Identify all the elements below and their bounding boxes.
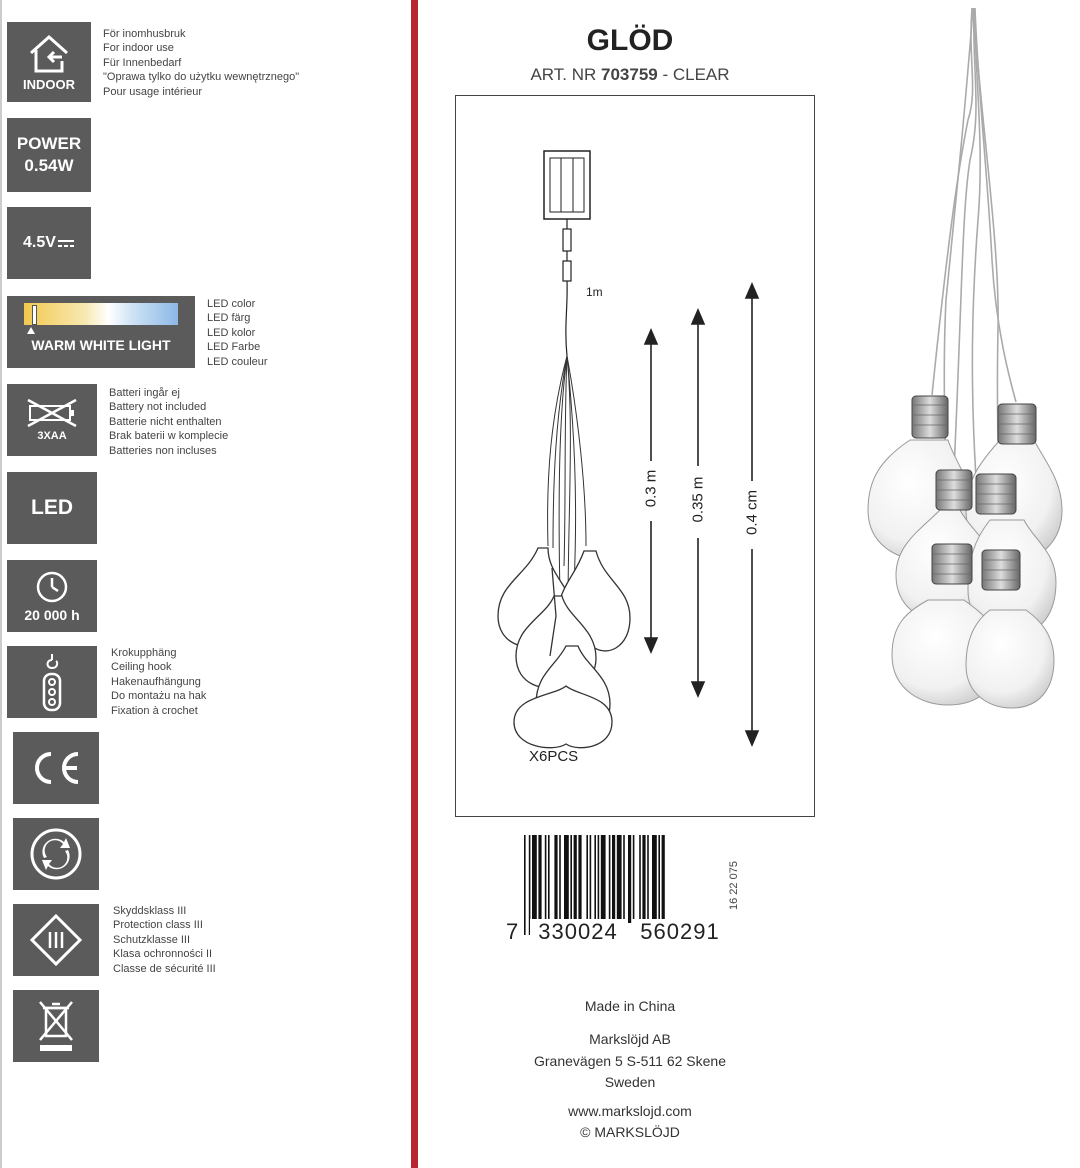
protection-class-badge (13, 904, 99, 976)
barcode-bar (538, 835, 541, 923)
quantity-label: X6PCS (529, 748, 579, 765)
power-badge (7, 118, 91, 192)
protection-class-iii-icon (28, 912, 84, 968)
voltage-badge (7, 207, 91, 279)
barcode-bar (564, 835, 569, 923)
product-photo (850, 0, 1080, 720)
power-value: 0.54W (24, 156, 74, 175)
battery-line: Batterie nicht enthalten (109, 415, 222, 428)
lifetime-badge (7, 560, 97, 632)
dimension-0-35m: 0.35 m (689, 476, 707, 523)
barcode-bar (647, 835, 649, 923)
indoor-icon (7, 22, 91, 102)
glass-bulb-cluster-image (850, 0, 1080, 720)
ce-mark-badge (13, 732, 99, 804)
dc-symbol-icon (57, 238, 75, 248)
hook-line: Ceiling hook (111, 661, 172, 674)
ceiling-hook-icon (32, 650, 72, 714)
led-color-line: LED färg (207, 312, 251, 325)
barcode-group-1: 330024 (530, 919, 626, 945)
ceiling-hook-badge (7, 646, 97, 718)
origin-text: Made in China (584, 998, 676, 1014)
no-battery-icon (24, 398, 80, 428)
crossed-bin-icon (34, 998, 78, 1054)
barcode-bar (633, 835, 635, 923)
barcode-bar (652, 835, 657, 923)
led-color-text (207, 297, 268, 369)
battery-line: Battery not included (109, 401, 207, 414)
red-fold-stripe (411, 0, 418, 1168)
color-temperature-gradient (24, 303, 178, 325)
barcode-bar (623, 835, 625, 923)
battery-text (109, 386, 228, 458)
barcode-bar (574, 835, 577, 923)
article-number (470, 65, 790, 85)
hook-line: Hakenaufhängung (111, 675, 201, 688)
protection-line: Klasa ochronności II (113, 948, 213, 961)
hook-line: Fixation à crochet (111, 704, 198, 717)
barcode-group-2: 560291 (632, 919, 728, 945)
article-suffix: - CLEAR (657, 65, 730, 84)
cable-length-label: 1m (586, 285, 603, 299)
dimension-0-4cm: 0.4 cm (743, 490, 761, 536)
protection-line: Skyddsklass III (113, 905, 187, 917)
protection-text (113, 904, 216, 976)
dimension-arrows (456, 96, 814, 816)
led-label: LED (31, 496, 73, 519)
barcode-bar (586, 835, 588, 923)
marker-arrow-icon (27, 327, 35, 334)
indoor-text-line: "Oprawa tylko do użytku wewnętrznego" (103, 71, 300, 84)
barcode-bar (658, 835, 660, 923)
left-page-edge (0, 0, 2, 1168)
hook-line: Do montażu na hak (111, 690, 207, 703)
indoor-label: INDOOR (23, 76, 75, 92)
led-color-line: LED couleur (207, 355, 268, 368)
weee-badge (13, 990, 99, 1062)
indoor-text-line: För inomhusbruk (103, 28, 186, 40)
company-address: Granevägen 5 S-511 62 Skene (534, 1053, 726, 1069)
barcode (506, 835, 740, 945)
led-color-line: LED color (207, 298, 256, 310)
voltage-label: 4.5V (23, 234, 56, 251)
product-name: GLÖD (586, 24, 674, 57)
battery-line: Batteri ingår ej (109, 387, 180, 399)
barcode-bar (639, 835, 641, 923)
barcode-bar (601, 835, 606, 923)
protection-line: Classe de sécurité III (113, 962, 216, 975)
led-color-line: LED Farbe (207, 341, 261, 354)
website-link[interactable]: www.markslojd.com (568, 1103, 692, 1119)
hook-text (111, 646, 206, 718)
company-name: Markslöjd AB (589, 1031, 671, 1047)
dimension-0-3m: 0.3 m (642, 469, 660, 508)
barcode-bar (532, 835, 537, 923)
company-country: Sweden (604, 1074, 656, 1090)
article-prefix: ART. NR (530, 65, 601, 84)
hook-line: Krokupphäng (111, 647, 177, 659)
barcode-bar (590, 835, 592, 923)
barcode-bar (617, 835, 622, 923)
led-color-badge (7, 296, 195, 368)
battery-label: 3XAA (37, 430, 67, 442)
battery-line: Brak baterii w komplecie (109, 430, 229, 443)
barcode-bar (548, 835, 550, 923)
lifetime-label: 20 000 h (24, 607, 80, 623)
indoor-text (103, 27, 299, 99)
indoor-text-line: For indoor use (103, 42, 174, 55)
article-number-value: 703759 (601, 65, 658, 84)
temperature-marker (32, 305, 37, 325)
barcode-bar (628, 835, 631, 923)
led-badge (7, 472, 97, 544)
recycle-badge (13, 818, 99, 890)
barcode-bar (642, 835, 645, 923)
battery-badge (7, 384, 97, 456)
barcode-bar (554, 835, 557, 923)
dimension-diagram (455, 95, 815, 817)
green-dot-recycle-icon (28, 826, 84, 882)
led-color-line: LED kolor (207, 326, 256, 339)
clock-icon (34, 569, 70, 605)
protection-line: Protection class III (113, 919, 203, 932)
barcode-bar (609, 835, 611, 923)
barcode-bar (570, 835, 572, 923)
barcode-bar (578, 835, 581, 923)
barcode-bar (612, 835, 615, 923)
barcode-bar (545, 835, 547, 923)
barcode-bar (524, 835, 526, 935)
copyright-text: © MARKSLÖJD (580, 1124, 680, 1140)
protection-line: Schutzklasse III (113, 933, 191, 946)
indoor-text-line: Für Innenbedarf (103, 56, 182, 69)
battery-line: Batteries non incluses (109, 444, 217, 457)
barcode-side-code: 16 22 075 (728, 861, 740, 910)
power-label: POWER (16, 134, 82, 153)
barcode-bar (559, 835, 561, 923)
barcode-first-digit: 7 (506, 919, 519, 944)
indoor-text-line: Pour usage intérieur (103, 85, 203, 98)
led-color-label: WARM WHITE LIGHT (31, 337, 171, 353)
